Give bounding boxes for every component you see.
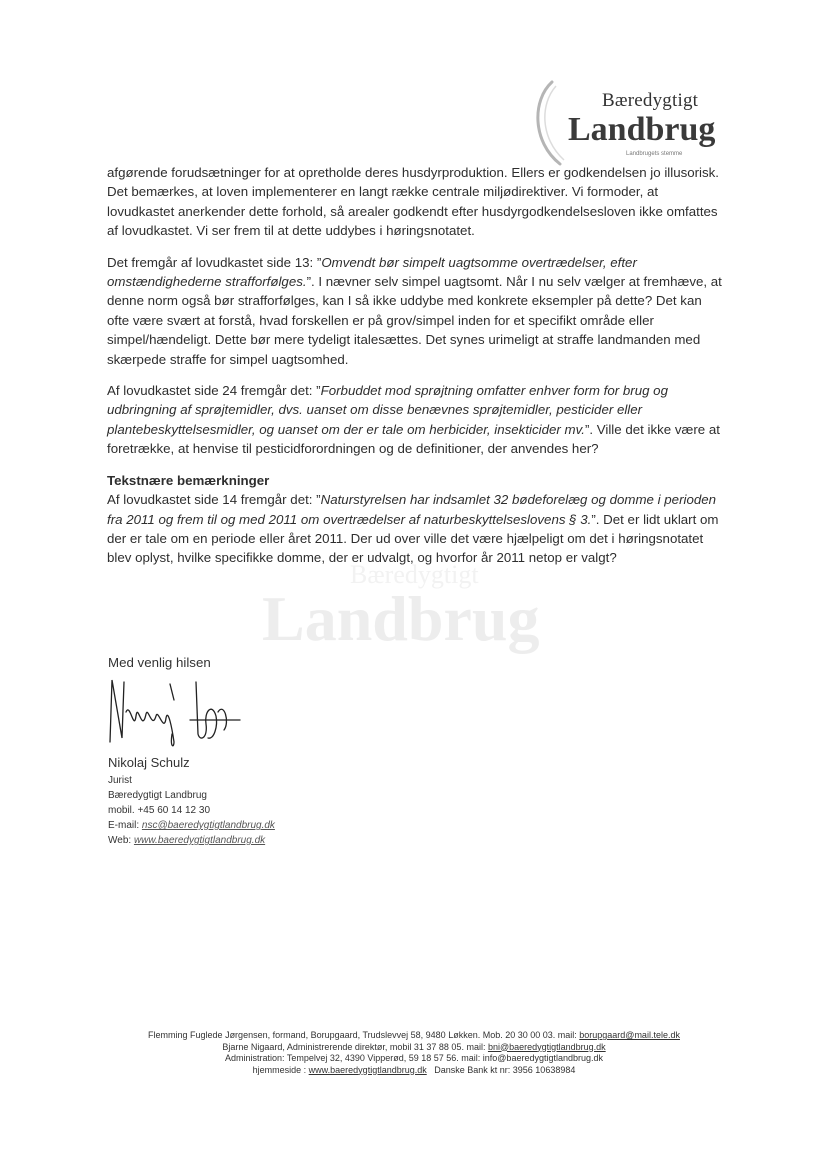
footer-email-link-1[interactable]: borupgaard@mail.tele.dk <box>579 1030 680 1040</box>
watermark-top-text: Bæredygtigt <box>350 560 479 589</box>
paragraph-2-quote: Omvendt bør simpelt uagtsomme overtrædelser, efter omstændighederne strafforfølges. <box>107 254 637 290</box>
handwritten-signature-icon <box>100 672 250 752</box>
signer-mobile: mobil. +45 60 14 12 30 <box>108 805 211 816</box>
footer-homepage-label: hjemmeside : <box>252 1064 309 1075</box>
logo-main-text: Landbrug <box>568 111 716 148</box>
paragraph-4-quote: Naturstyrelsen har indsamlet 32 bødeforelæg og domme i perioden fra 2011 og frem til og med 2011 om overtrædelser af naturbeskyttelseslovens § 3. <box>107 492 717 527</box>
watermark-text: Landbrug <box>262 583 540 654</box>
closing-salutation: Med venlig hilsen <box>108 655 211 670</box>
company-logo <box>530 78 720 170</box>
footer-line-1-text: Flemming Fuglede Jørgensen, formand, Borupgaard, Trudslevvej 58, 9480 Løkken. Mob. 20 30 00 03. mail: <box>148 1030 580 1040</box>
footer <box>104 1030 724 1076</box>
logo-sub-text: Landbrugets stemme <box>626 151 683 157</box>
paragraph-4-rest: ”. Det er lidt uklart om der er tale om en periode eller året 2011. Der ud over ville det være hjælpeligt om det i høringsnotatet blev oplyst, hvilke specifikke domme, der er udvalgt, og hvorfor år 2011 netop er valgt? <box>107 511 719 566</box>
paragraph-2 <box>107 253 725 369</box>
footer-line-4 <box>104 1065 724 1077</box>
footer-bank-info: Danske Bank kt nr: 3956 10638984 <box>434 1064 576 1075</box>
paragraph-3 <box>107 381 725 459</box>
signer-details <box>108 773 275 848</box>
footer-line-2 <box>104 1042 724 1054</box>
email-link[interactable]: nsc@baeredygtigtlandbrug.dk <box>141 820 275 831</box>
section-subheading: Tekstnære bemærkninger <box>107 472 270 488</box>
footer-line-2-text: Bjarne Nigaard, Administrerende direktør, mobil 31 37 88 05. mail: <box>222 1041 488 1052</box>
paragraph-1: afgørende forudsætninger for at opretholde deres husdyrproduktion. Ellers er godkendelsen jo illusorisk. Det bemærkes, at loven implementerer en langt række centrale miljødirektiver. Vi formoder, at lovudkastet anerkender dette forhold, så arealer godkendt efter husdyrgodkendelsesloven ikke omfattes af lovudkastet. Vi ser frem til at dette uddybes i høringsnotatet. <box>107 165 720 239</box>
footer-line-3: Administration: Tempelvej 32, 4390 Vipperød, 59 18 57 56. mail: info@baeredygtigtlandbrug.dk <box>224 1053 604 1063</box>
logo-top-text: Bæredygtigt <box>602 90 699 111</box>
signer-web-row <box>108 833 275 848</box>
signer-email-row <box>108 818 275 833</box>
footer-homepage-link[interactable]: www.baeredygtigtlandbrug.dk <box>308 1064 427 1075</box>
paragraph-2-rest: ”. I nævner selv simpel uagtsomt. Når I nu selv vælger at fremhæve, at denne norm også bør strafforfølges, kan I så ikke uddybe med konkrete eksempler på dette? Det kan ofte være svært at forstå, hvad forskellen er på grov/simpel inden for et specifikt område eller simpel/hændeligt. Dette bør mere tydeligt italesættes. Det synes urimeligt at straffe landmanden med skærpede straffe for simpel uagtsomhed. <box>107 274 722 367</box>
paragraph-4 <box>107 490 725 568</box>
signer-name: Nikolaj Schulz <box>108 755 190 770</box>
signer-title: Jurist <box>108 775 132 786</box>
paragraph-3-intro: Af lovudkastet side 24 fremgår det: ” <box>107 383 321 399</box>
paragraph-2-intro: Det fremgår af lovudkastet side 13: ” <box>107 254 322 270</box>
footer-email-link-2[interactable]: bni@baeredygtigtlandbrug.dk <box>487 1041 606 1052</box>
footer-line-1 <box>104 1030 724 1042</box>
letter-body <box>107 163 725 580</box>
paragraph-4-intro: Af lovudkastet side 14 fremgår det: ” <box>107 492 321 508</box>
paragraph-3-quote: Forbuddet mod sprøjtning omfatter enhver form for brug og udbringning af sprøjtemidler, dvs. uanset om disse benævnes sprøjtemidler, pesticider eller plantebeskyttelsesmidler, og uanset om der er tale om herbicider, insekticider mv. <box>107 383 668 437</box>
signer-org: Bæredygtigt Landbrug <box>108 790 207 801</box>
paragraph-3-rest: ”. Ville det ikke være at foretrække, at henvise til pesticidforordningen og de definitioner, der anvendes her? <box>107 421 720 457</box>
web-link[interactable]: www.baeredygtigtlandbrug.dk <box>133 835 266 846</box>
web-label: Web: <box>108 835 134 846</box>
email-label: E-mail: <box>108 820 142 831</box>
